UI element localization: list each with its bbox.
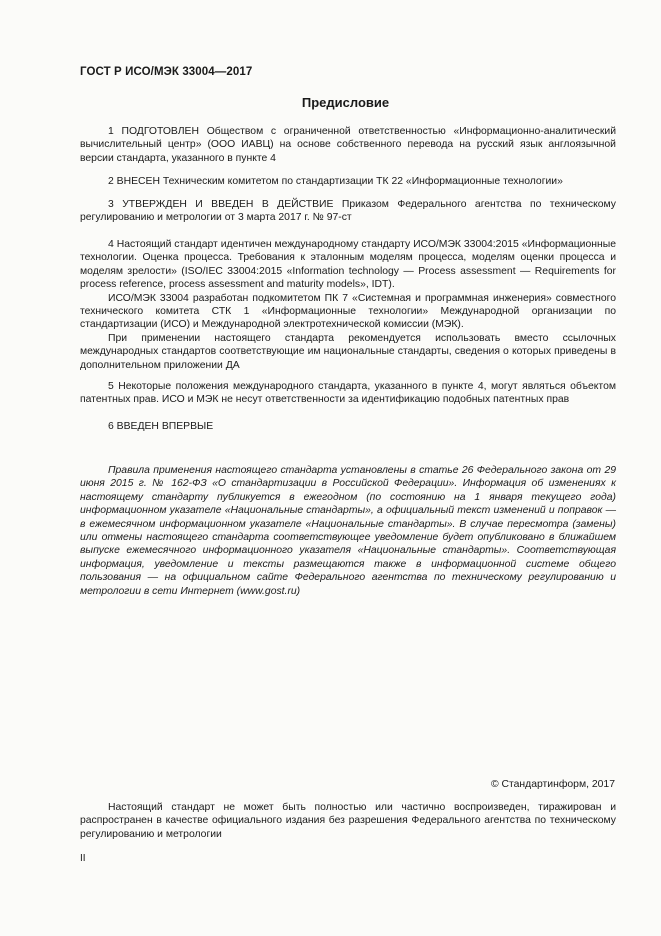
foreword-item-6: [80, 420, 616, 433]
foreword-item-4-paragraph: ИСО/МЭК 33004 разработан подкомитетом ПК 7 «Системная и программная инженерия» совместного технического комитета СТК 1 «Информационные технологии» Международной организации по стандартизации (ИСО) и Международной электротехнической комиссии (МЭК).: [80, 292, 616, 331]
copyright-line: © Стандартинформ, 2017: [490, 779, 615, 790]
foreword-item-1: [80, 125, 616, 165]
foreword-item-1-text: 1 ПОДГОТОВЛЕН Обществом с ограниченной ответственностью «Информационно-аналитический вычислительный центр» (ООО ИАВЦ) на основе собственного перевода на русский язык англоязычной версии стандарта, указанного в пункте 4: [80, 126, 616, 164]
foreword-item-2-text: 2 ВНЕСЕН Техническим комитетом по стандартизации ТК 22 «Информационные технологии»: [108, 176, 563, 187]
page-title: Предисловие: [301, 95, 390, 110]
foreword-item-4-paragraph: При применении настоящего стандарта рекомендуется использовать вместо ссылочных международных стандартов соответствующие им национальные стандарты, сведения о которых приведены в дополнительном приложении ДА: [80, 332, 616, 371]
foreword-item-6-text: 6 ВВЕДЕН ВПЕРВЫЕ: [108, 421, 214, 432]
foreword-item-3: [80, 198, 616, 225]
foreword-item-4: [80, 238, 616, 372]
application-rules-notice-text: Правила применения настоящего стандарта установлены в статье 26 Федерального закона от 29 июня 2015 г. № 162-ФЗ «О стандартизации в Российской Федерации». Информация об изменениях к настоящему стандарту публикуется в ежегодном (по состоянию на 1 января текущего года) информационном указателе «Национальные стандарты», а официальный текст изменений и поправок — в ежемесячном информационном указателе «Национальные стандарты». В случае пересмотра (замены) или отмены настоящего стандарта соответствующее уведомление будет опубликовано в ближайшем выпуске ежемесячного информационного указателя «Национальные стандарты». Соответствующая информация, уведомление и тексты размещаются также в информационной системе общего пользования — на официальном сайте Федерального агентства по техническому регулированию и метрологии в сети Интернет (www.gost.ru): [80, 465, 616, 597]
foreword-item-3-text: 3 УТВЕРЖДЕН И ВВЕДЕН В ДЕЙСТВИЕ Приказом Федерального агентства по техническому регулированию и метрологии от 3 марта 2017 г. № 97-ст: [80, 199, 616, 224]
foreword-item-5: [80, 380, 616, 407]
foreword-item-5-text: 5 Некоторые положения международного стандарта, указанного в пункте 4, могут являться объектом патентных прав. ИСО и МЭК не несут ответственности за идентификацию подобных патентных прав: [80, 381, 616, 406]
page-number: II: [80, 853, 86, 864]
application-rules-notice: [80, 464, 616, 598]
reproduction-notice: [80, 801, 616, 841]
foreword-item-4-paragraph: 4 Настоящий стандарт идентичен международному стандарту ИСО/МЭК 33004:2015 «Информационные технологии. Оценка процесса. Требования к эталонным моделям процесса, моделям оценки процесса и моделям зрелости» (ISO/IEC 33004:2015 «Information technology — Process assessment — Requirements for process reference, process assessment and maturity models», IDT).: [80, 239, 616, 291]
standard-code-header: ГОСТ Р ИСО/МЭК 33004—2017: [80, 66, 253, 78]
reproduction-notice-text: Настоящий стандарт не может быть полностью или частично воспроизведен, тиражирован и распространен в качестве официального издания без разрешения Федерального агентства по техническому регулированию и метрологии: [80, 802, 616, 840]
foreword-item-2: [80, 175, 616, 188]
